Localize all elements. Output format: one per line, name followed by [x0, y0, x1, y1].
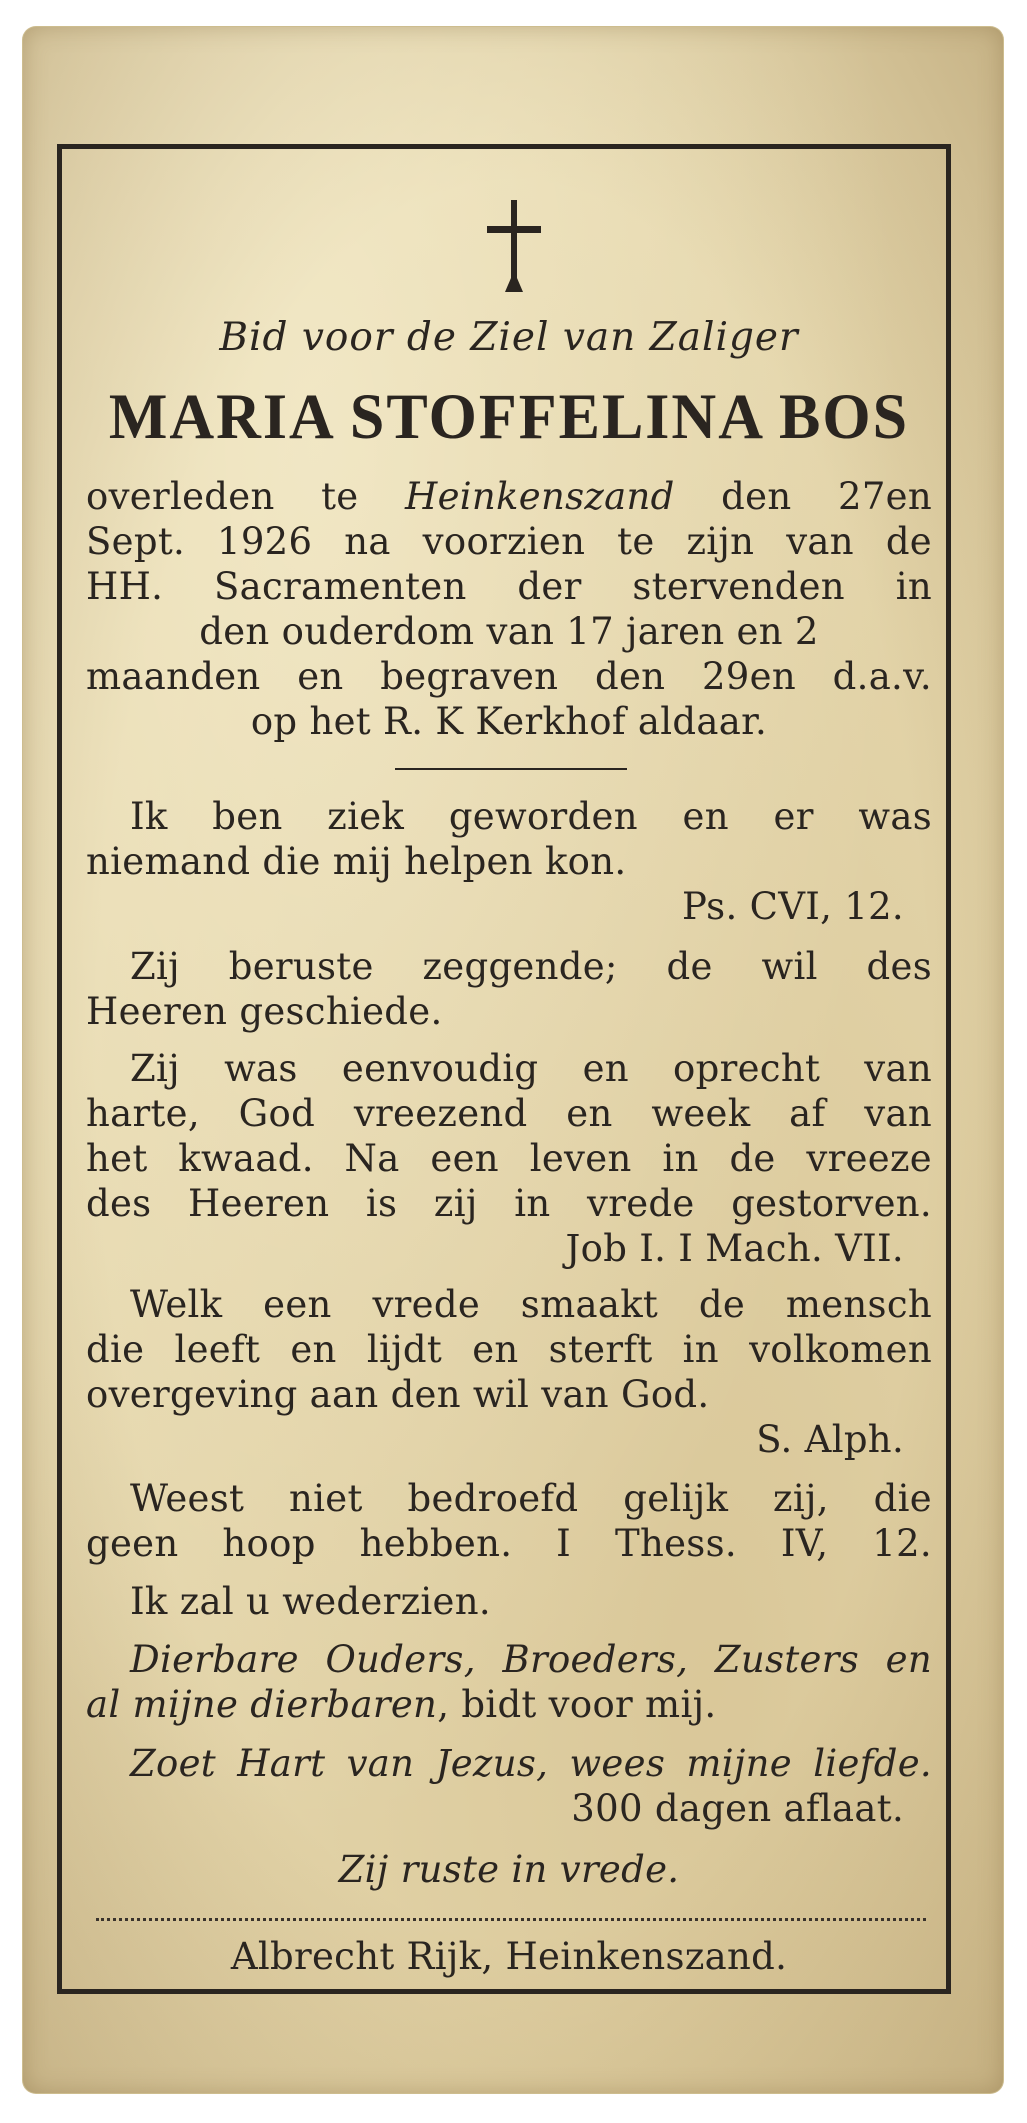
verse-5-line-2: geen hoop hebben. I Thess. IV, 12.	[86, 1522, 932, 1565]
family-line-1: Dierbare Ouders, Broeders, Zusters en	[130, 1638, 932, 1681]
notice-line-6: op het R. K Kerkhof aldaar.	[250, 700, 768, 743]
notice-line-3: HH. Sacramenten der stervenden in	[86, 565, 932, 608]
place-name: Heinkenszand	[405, 475, 675, 518]
deceased-name: MARIA STOFFELINA BOS	[108, 381, 910, 453]
verse-3-line-4: des Heeren is zij in vrede gestorven.	[86, 1182, 932, 1225]
verse-2-line-1: Zij beruste zeggende; de wil des	[130, 945, 932, 988]
verse-4-line-3: overgeving aan den wil van God.	[86, 1373, 710, 1416]
verse-4-line-1: Welk een vrede smaakt de mensch	[130, 1283, 932, 1326]
verse-3-line-2: harte, God vreezend en week af van	[86, 1092, 932, 1135]
divider	[395, 768, 627, 770]
verse-1-line-1: Ik ben ziek geworden en er was	[130, 795, 932, 838]
verse-6: Ik zal u wederzien.	[130, 1580, 491, 1623]
prayer-line-1: Zoet Hart van Jezus, wees mijne liefde.	[130, 1742, 932, 1785]
dotted-divider	[96, 1918, 926, 1921]
notice-line-4: den ouderdom van 17 jaren en 2	[199, 610, 819, 653]
notice-line-5: maanden en begraven den 29en d.a.v.	[86, 655, 932, 698]
notice-line-1: overleden te Heinkenszand den 27en	[86, 475, 932, 518]
verse-3-line-3: het kwaad. Na een leven in de vreeze	[86, 1137, 932, 1180]
notice-line-2: Sept. 1926 na voorzien te zijn van de	[86, 520, 932, 563]
verse-3-line-1: Zij was eenvoudig en oprecht van	[130, 1047, 932, 1090]
verse-4-line-2: die leeft en lijdt en sterft in volkomen	[86, 1328, 932, 1371]
family-line-2: al mijne dierbaren, bidt voor mij.	[86, 1683, 717, 1726]
verse-4-reference: S. Alph.	[756, 1418, 904, 1461]
verse-5-line-1: Weest niet bedroefd gelijk zij, die	[130, 1477, 932, 1520]
invocation: Bid voor de Ziel van Zaliger	[219, 315, 799, 360]
verse-3-reference: Job I. I Mach. VII.	[565, 1227, 904, 1270]
verse-1-line-2: niemand die mij helpen kon.	[86, 840, 627, 883]
indulgence-note: 300 dagen aflaat.	[571, 1787, 904, 1830]
printer-imprint: Albrecht Rijk, Heinkenszand.	[230, 1935, 788, 1978]
verse-1-reference: Ps. CVI, 12.	[681, 885, 904, 928]
cross-icon	[483, 196, 545, 296]
closing-line: Zij ruste in vrede.	[338, 1848, 680, 1891]
verse-2-line-2: Heeren geschiede.	[86, 990, 443, 1033]
